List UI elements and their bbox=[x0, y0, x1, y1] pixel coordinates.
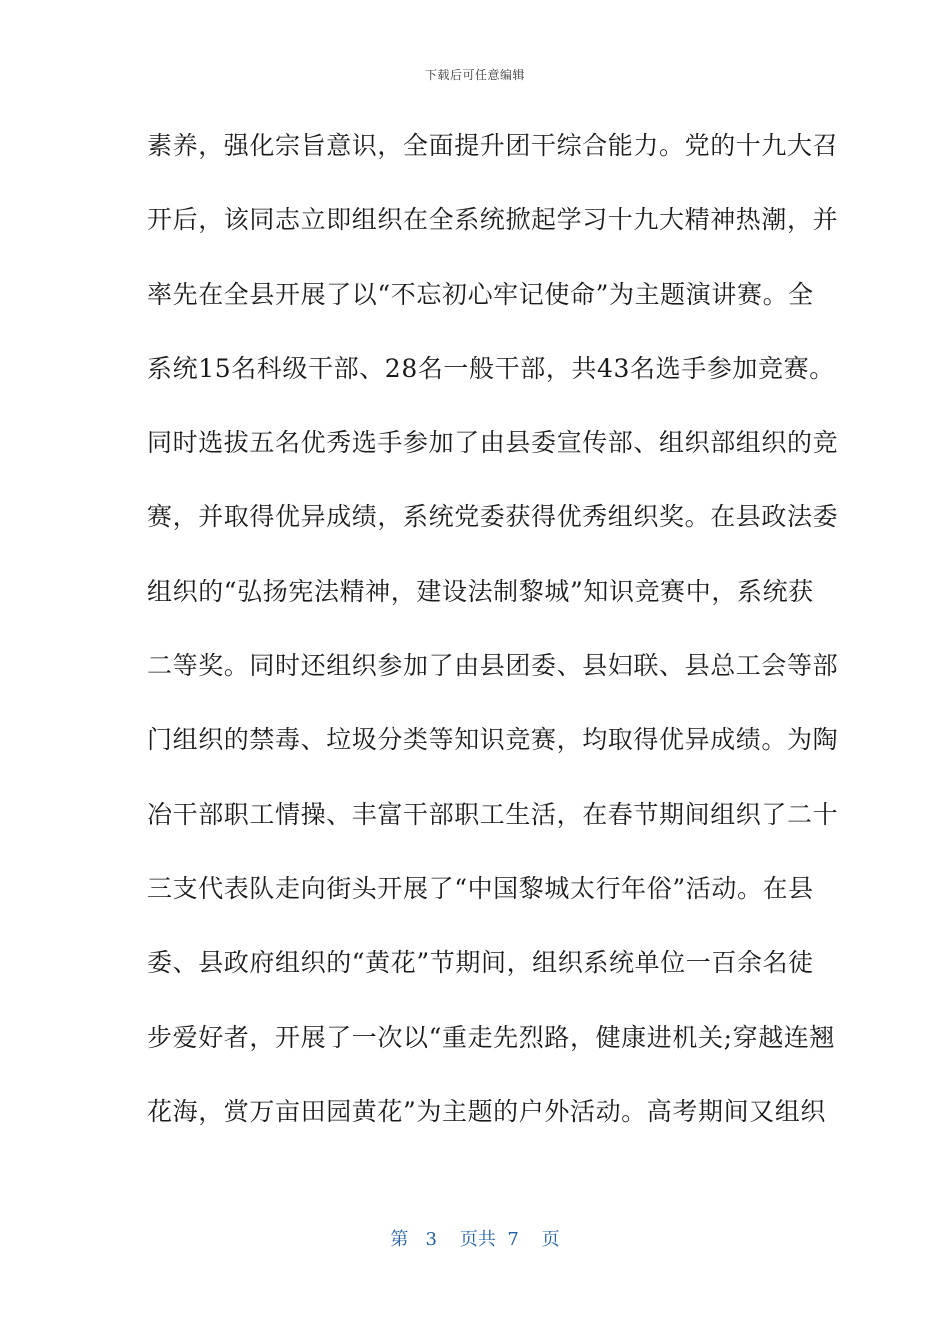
text-line: 率先在全县开展了以“不忘初心牢记使命”为主题演讲赛。全 bbox=[147, 279, 814, 309]
page-label-prefix: 第 bbox=[390, 1229, 409, 1250]
text-line: 系统15名科级干部、28名一般干部，共43名选手参加竞赛。 bbox=[147, 353, 835, 383]
text-line: 门组织的禁毒、垃圾分类等知识竞赛，均取得优异成绩。为陶 bbox=[147, 725, 839, 755]
header-note: 下载后可任意编辑 bbox=[424, 68, 525, 82]
document-body bbox=[147, 118, 839, 1158]
text-line: 步爱好者，开展了一次以“重走先烈路，健康进机关;穿越连翘 bbox=[147, 1022, 836, 1052]
total-pages-number: 7 bbox=[507, 1229, 519, 1250]
text-line: 开后，该同志立即组织在全系统掀起学习十九大精神热潮，并 bbox=[147, 205, 839, 235]
text-line: 花海，赏万亩田园黄花”为主题的户外活动。高考期间又组织 bbox=[147, 1096, 826, 1126]
text-line: 同时选拔五名优秀选手参加了由县委宣传部、组织部组织的竞 bbox=[147, 428, 839, 458]
text-line: 组织的“弘扬宪法精神，建设法制黎城”知识竞赛中，系统获 bbox=[147, 576, 814, 606]
current-page-number: 3 bbox=[425, 1229, 437, 1250]
text-line: 二等奖。同时还组织参加了由县团委、县妇联、县总工会等部 bbox=[147, 651, 839, 681]
text-line: 委、县政府组织的“黄花”节期间，组织系统单位一百余名徒 bbox=[147, 948, 814, 978]
text-line: 冶干部职工情操、丰富干部职工生活，在春节期间组织了二十 bbox=[147, 799, 839, 829]
text-line: 三支代表队走向街头开展了“中国黎城太行年俗”活动。在县 bbox=[147, 873, 814, 903]
page-footer bbox=[0, 1225, 950, 1251]
text-line: 素养，强化宗旨意识，全面提升团干综合能力。党的十九大召 bbox=[147, 131, 839, 160]
page-label-suffix: 页 bbox=[541, 1229, 560, 1250]
page-label-middle: 页共 bbox=[459, 1229, 496, 1250]
text-line: 赛，并取得优异成绩，系统党委获得优秀组织奖。在县政法委 bbox=[147, 502, 839, 532]
